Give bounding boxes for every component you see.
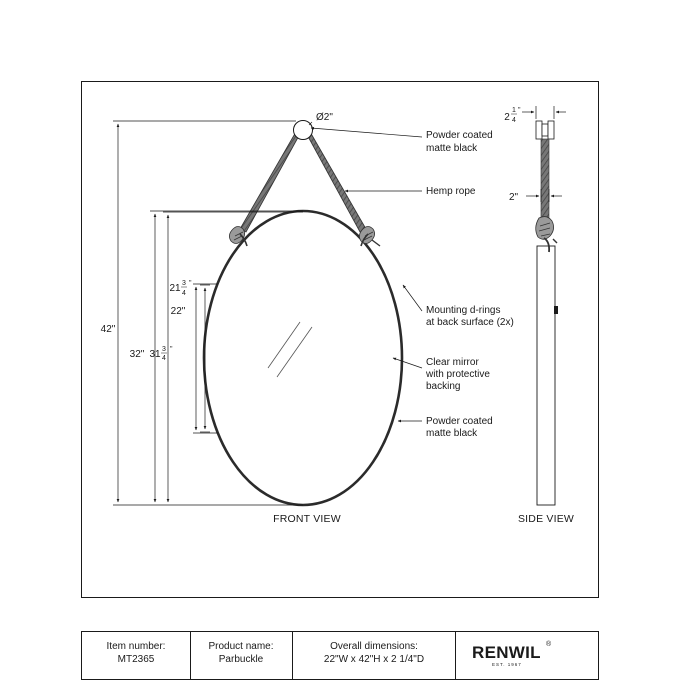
callout-mirror-1: Clear mirror — [426, 357, 479, 368]
outer-width-unit: " — [189, 280, 192, 287]
front-view-label: FRONT VIEW — [273, 513, 341, 525]
side-depth-dim — [504, 107, 521, 124]
side-depth-den: 4 — [512, 117, 516, 124]
callout-frame-finish-1: Powder coated — [426, 416, 493, 427]
inner-height-dim — [149, 346, 173, 362]
side-d-ring — [554, 306, 558, 314]
front-view — [101, 112, 514, 525]
inner-height-den: 4 — [162, 355, 166, 362]
side-rope-dim: 2" — [509, 192, 519, 203]
side-view-label: SIDE VIEW — [517, 513, 575, 525]
outer-width-den: 4 — [182, 290, 186, 297]
side-depth-num: 1 — [512, 107, 516, 114]
brand-wordmark: RENWIL — [472, 643, 541, 662]
mirror-frame — [204, 211, 402, 505]
knob-diameter-dim: Ø2" — [316, 112, 333, 123]
side-depth-whole: 2 — [504, 112, 510, 123]
callout-rope: Hemp rope — [426, 186, 476, 197]
side-view — [504, 106, 574, 525]
callout-d-rings-2: at back surface (2x) — [426, 317, 514, 328]
overall-dimensions-value: 22"W x 42"H x 2 1/4"D — [323, 654, 425, 665]
side-frame — [537, 246, 555, 505]
outer-width-dim — [169, 280, 192, 297]
callout-knob-finish-2: matte black — [426, 143, 478, 154]
side-rope — [541, 139, 549, 219]
side-knob-stem — [542, 124, 548, 136]
outer-width-num: 3 — [182, 280, 186, 287]
brand-registered-mark: ® — [546, 641, 552, 648]
side-knob-cap-left — [536, 121, 542, 139]
callout-frame-finish-2: matte black — [426, 428, 478, 439]
dimension-lines — [118, 124, 205, 502]
callout-mirror-2: with protective — [426, 369, 490, 380]
product-name-label: Product name: — [208, 641, 274, 652]
callout-knob-finish-1: Powder coated — [426, 130, 493, 141]
item-number-label: Item number: — [106, 641, 166, 652]
overall-height-dim: 42" — [100, 324, 116, 335]
side-knob-cap-right — [548, 121, 554, 139]
mirror-height-dim: 32" — [129, 349, 145, 360]
title-block — [107, 631, 552, 680]
callout-d-rings-1: Mounting d-rings — [426, 305, 501, 316]
product-name-value: Parbuckle — [218, 654, 264, 665]
item-number-value: MT2365 — [117, 654, 155, 665]
inner-height-num: 3 — [162, 346, 166, 353]
inner-height-unit: " — [170, 346, 173, 353]
width-dim: 22" — [170, 306, 186, 317]
hanger-knob — [294, 121, 313, 140]
rope-knot-right — [359, 227, 380, 247]
renwil-logo — [472, 640, 552, 667]
side-depth-unit: " — [518, 107, 521, 114]
brand-established: EST. 1967 — [492, 662, 522, 667]
overall-dimensions-label: Overall dimensions: — [330, 641, 418, 652]
outer-width-whole: 21 — [169, 283, 181, 294]
callout-mirror-3: backing — [426, 381, 461, 392]
inner-height-whole: 31 — [149, 349, 161, 360]
